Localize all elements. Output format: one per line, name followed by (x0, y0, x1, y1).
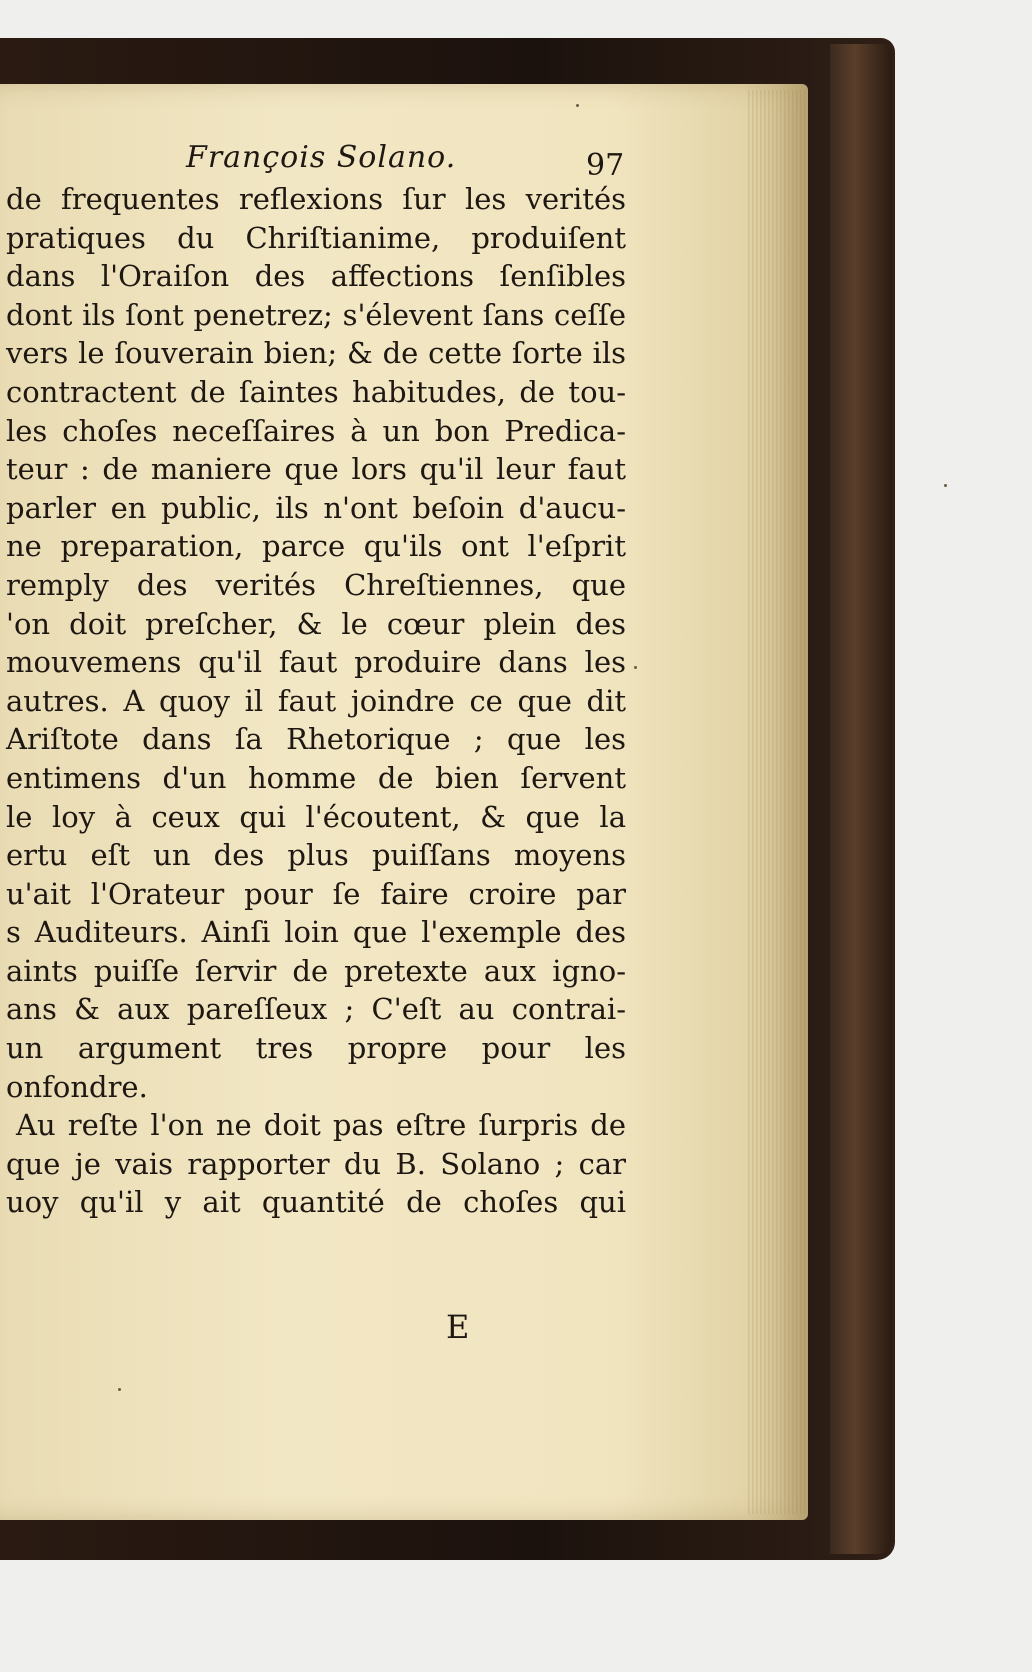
text-line: onfondre. (6, 1069, 148, 1104)
text-line: parler en public, ils n'ont beſoin d'aucu- (6, 490, 626, 525)
running-head: François Solano. (186, 140, 457, 175)
text-line: ne preparation, parce qu'ils ont l'eſprit (6, 529, 626, 564)
body-text (0, 180, 640, 1222)
text-line: un argument tres propre pour les (6, 1031, 626, 1066)
text-line: vers le ſouverain bien; & de cette ſorte ils (6, 336, 626, 371)
paper-speck (576, 104, 579, 107)
text-line: autres. A quoy il faut joindre ce que dit (6, 683, 626, 718)
text-line: contractent de ſaintes habitudes, de tou- (6, 374, 626, 409)
text-block (0, 134, 640, 1222)
text-line: remply des verités Chreſtiennes, que (6, 567, 626, 602)
paper-speck (118, 1388, 121, 1391)
text-line: teur : de maniere que lors qu'il leur faut (6, 452, 626, 487)
text-line: dont ils ſont penetrez; s'élevent ſans ceſſe (6, 297, 626, 332)
page-edges (748, 90, 808, 1514)
text-line: u'ait l'Orateur pour ſe faire croire par (6, 876, 626, 911)
text-line: le loy à ceux qui l'écoutent, & que la (6, 799, 626, 834)
text-line: Au reſte l'on ne doit pas eſtre ſurpris de (16, 1108, 626, 1143)
text-line: ans & aux pareſſeux ; C'eſt au contrai- (6, 992, 626, 1027)
text-line: uoy qu'il y ait quantité de choſes qui (6, 1185, 626, 1220)
text-line: pratiques du Chriſtianime, produiſent (6, 220, 626, 255)
text-line: s Auditeurs. Ainſi loin que l'exemple des (6, 915, 626, 950)
text-line: Ariſtote dans ſa Rhetorique ; que les (6, 722, 626, 757)
paper-speck (634, 666, 637, 669)
text-line: ertu eſt un des plus puiſſans moyens (6, 838, 626, 873)
text-line: les choſes neceſſaires à un bon Predica- (6, 413, 626, 448)
binding-edge (830, 44, 892, 1554)
text-line: entimens d'un homme de bien ſervent (6, 760, 626, 795)
page-number: 97 (586, 148, 625, 183)
paper-speck (944, 484, 947, 487)
text-line: 'on doit preſcher, & le cœur plein des (6, 606, 626, 641)
text-line: aints puiſſe ſervir de pretexte aux igno- (6, 953, 626, 988)
signature-mark: E (446, 1308, 470, 1346)
text-line: que je vais rapporter du B. Solano ; car (6, 1146, 626, 1181)
text-line: dans l'Oraiſon des affections ſenſibles (6, 259, 626, 294)
page-header (0, 134, 640, 183)
text-line: mouvemens qu'il faut produire dans les (6, 645, 626, 680)
text-line: de frequentes reflexions ſur les verités (6, 182, 626, 216)
